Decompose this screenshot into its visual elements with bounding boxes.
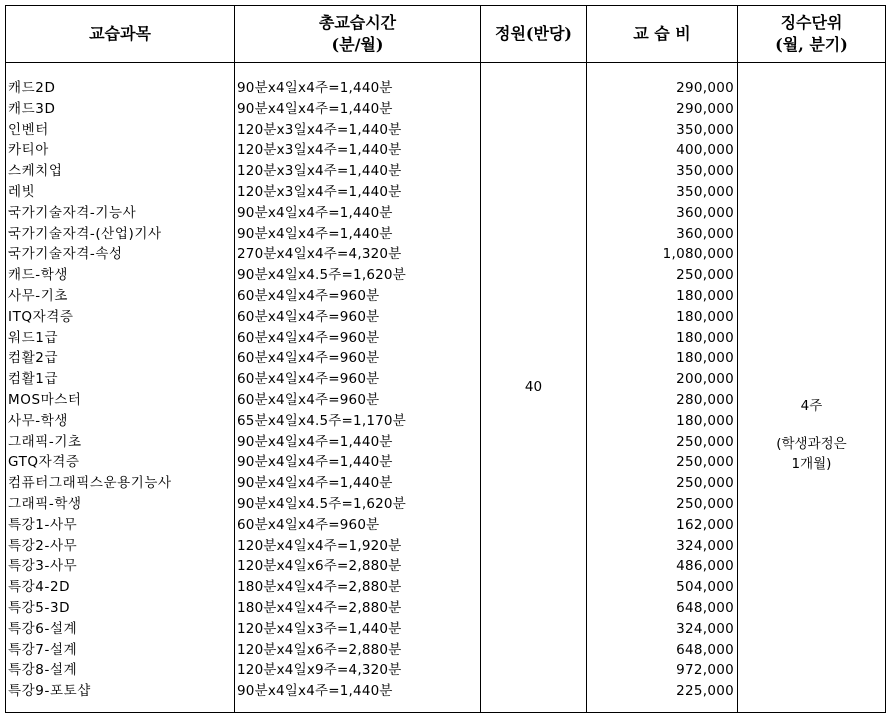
billing-unit-note (739, 434, 884, 474)
course-name: 특강1-사무 (8, 516, 78, 533)
fee-amount: 250,000 (676, 475, 734, 492)
fee-amount: 250,000 (676, 495, 734, 512)
total-hours: 90분x4일x4주=1,440분 (237, 204, 393, 221)
fee-amount: 324,000 (676, 537, 734, 554)
total-hours: 60분x4일x4주=960분 (237, 516, 380, 533)
fee-amount: 180,000 (676, 412, 734, 429)
total-hours: 120분x3일x4주=1,440분 (237, 121, 402, 138)
header-total-hours (235, 6, 481, 63)
total-hours: 90분x4일x4주=1,440분 (237, 683, 393, 700)
fee-amount: 180,000 (676, 287, 734, 304)
total-hours: 120분x3일x4주=1,440분 (237, 163, 402, 180)
course-name: 국가기술자격-속성 (8, 246, 123, 263)
total-hours: 120분x4일x6주=2,880분 (237, 641, 402, 658)
fee-table-page (5, 5, 886, 713)
total-hours: 120분x4일x9주=4,320분 (237, 662, 402, 679)
fee-amount: 280,000 (676, 391, 734, 408)
course-name: 인벤터 (8, 121, 49, 138)
fee-amount: 162,000 (676, 516, 734, 533)
fee-amount: 324,000 (676, 620, 734, 637)
course-name: 특강7-설계 (8, 641, 78, 658)
total-hours: 180분x4일x4주=2,880분 (237, 599, 402, 616)
course-name: 그래픽-기초 (8, 433, 82, 450)
billing-unit-value: 4주 (800, 398, 823, 415)
total-hours: 60분x4일x4주=960분 (237, 308, 380, 325)
course-name: 사무-기초 (8, 287, 69, 304)
course-name: 컴퓨터그래픽스운용기능사 (8, 475, 172, 492)
fee-amount: 290,000 (676, 80, 734, 96)
fee-amount: 648,000 (676, 599, 734, 616)
header-billing-unit-line1: 징수단위 (780, 13, 843, 32)
header-capacity: 정원(반당) (481, 6, 587, 63)
total-hours: 90분x4일x4주=1,440분 (237, 80, 393, 96)
fee-amount: 504,000 (676, 579, 734, 596)
fee-amount: 350,000 (676, 183, 734, 200)
course-name: 특강9-포토샵 (8, 683, 91, 700)
course-name: 특강8-설계 (8, 662, 78, 679)
fee-amount: 180,000 (676, 329, 734, 346)
course-name: 국가기술자격-(산업)기사 (8, 225, 162, 242)
course-name: 워드1급 (8, 329, 59, 346)
fee-list-cell (587, 63, 738, 713)
course-name: 특강6-설계 (8, 620, 78, 637)
total-hours: 90분x4일x4주=1,440분 (237, 475, 393, 492)
course-name: 컴활2급 (8, 350, 59, 367)
fee-amount: 180,000 (676, 308, 734, 325)
total-hours: 60분x4일x4주=960분 (237, 350, 380, 367)
total-hours: 60분x4일x4주=960분 (237, 287, 380, 304)
course-name: 레빗 (8, 183, 36, 200)
fee-amount: 200,000 (676, 371, 734, 388)
total-hours: 120분x4일x3주=1,440분 (237, 620, 402, 637)
course-name: 캐드2D (8, 80, 56, 96)
course-name: 사무-학생 (8, 412, 69, 429)
header-row (6, 6, 886, 63)
capacity-value: 40 (524, 379, 543, 396)
course-list-cell (6, 63, 235, 713)
billing-unit-note-line1: (학생과정은 (776, 436, 847, 453)
course-name: 그래픽-학생 (8, 495, 82, 512)
fee-amount: 250,000 (676, 454, 734, 471)
total-hours: 270분x4일x4주=4,320분 (237, 246, 402, 263)
header-fee: 교 습 비 (587, 6, 738, 63)
total-hours: 60분x4일x4주=960분 (237, 371, 380, 388)
fee-amount: 350,000 (676, 163, 734, 180)
total-hours: 60분x4일x4주=960분 (237, 329, 380, 346)
fee-amount: 225,000 (676, 683, 734, 700)
course-name: 특강5-3D (8, 599, 71, 616)
fee-amount: 290,000 (676, 100, 734, 117)
fee-amount: 350,000 (676, 121, 734, 138)
course-name: GTQ자격증 (8, 454, 80, 471)
fee-amount: 180,000 (676, 350, 734, 367)
fee-amount: 360,000 (676, 204, 734, 221)
total-hours: 120분x4일x6주=2,880분 (237, 558, 402, 575)
fee-amount: 486,000 (676, 558, 734, 575)
course-name: 캐드3D (8, 100, 56, 117)
course-name: 국가기술자격-기능사 (8, 204, 137, 221)
total-hours: 180분x4일x4주=2,880분 (237, 579, 402, 596)
fee-amount: 400,000 (676, 142, 734, 159)
course-name: 스케치업 (8, 163, 63, 180)
header-total-hours-line2: (분/월) (331, 35, 384, 54)
fee-amount: 360,000 (676, 225, 734, 242)
total-hours: 90분x4일x4주=1,440분 (237, 433, 393, 450)
total-hours: 120분x3일x4주=1,440분 (237, 183, 402, 200)
course-name: MOS마스터 (8, 391, 82, 408)
billing-unit-cell (738, 63, 886, 713)
total-hours: 65분x4일x4.5주=1,170분 (237, 412, 406, 429)
header-course: 교습과목 (6, 6, 235, 63)
capacity-cell (481, 63, 587, 713)
billing-unit-note-line2: 1개월) (791, 456, 832, 473)
fee-amount: 1,080,000 (662, 246, 734, 263)
total-hours: 120분x3일x4주=1,440분 (237, 142, 402, 159)
course-name: 컴활1급 (8, 371, 59, 388)
body-row (6, 63, 886, 713)
course-name: ITQ자격증 (8, 308, 74, 325)
fee-amount: 250,000 (676, 267, 734, 284)
total-hours: 90분x4일x4.5주=1,620분 (237, 495, 406, 512)
course-name: 특강2-사무 (8, 537, 78, 554)
fee-amount: 972,000 (676, 662, 734, 679)
total-hours: 90분x4일x4주=1,440분 (237, 100, 393, 117)
total-hours: 90분x4일x4.5주=1,620분 (237, 267, 406, 284)
course-name: 특강3-사무 (8, 558, 78, 575)
header-total-hours-line1: 총교습시간 (318, 13, 397, 32)
total-hours: 60분x4일x4주=960분 (237, 391, 380, 408)
course-name: 특강4-2D (8, 579, 71, 596)
total-hours: 90분x4일x4주=1,440분 (237, 225, 393, 242)
total-hours: 120분x4일x4주=1,920분 (237, 537, 402, 554)
total-hours: 90분x4일x4주=1,440분 (237, 454, 393, 471)
header-billing-unit-line2: (월, 분기) (775, 35, 848, 54)
tuition-fee-table (5, 5, 886, 713)
header-billing-unit (738, 6, 886, 63)
fee-amount: 648,000 (676, 641, 734, 658)
course-name: 캐드-학생 (8, 267, 69, 284)
course-name: 카티아 (8, 142, 49, 159)
hours-list-cell (235, 63, 481, 713)
fee-amount: 250,000 (676, 433, 734, 450)
